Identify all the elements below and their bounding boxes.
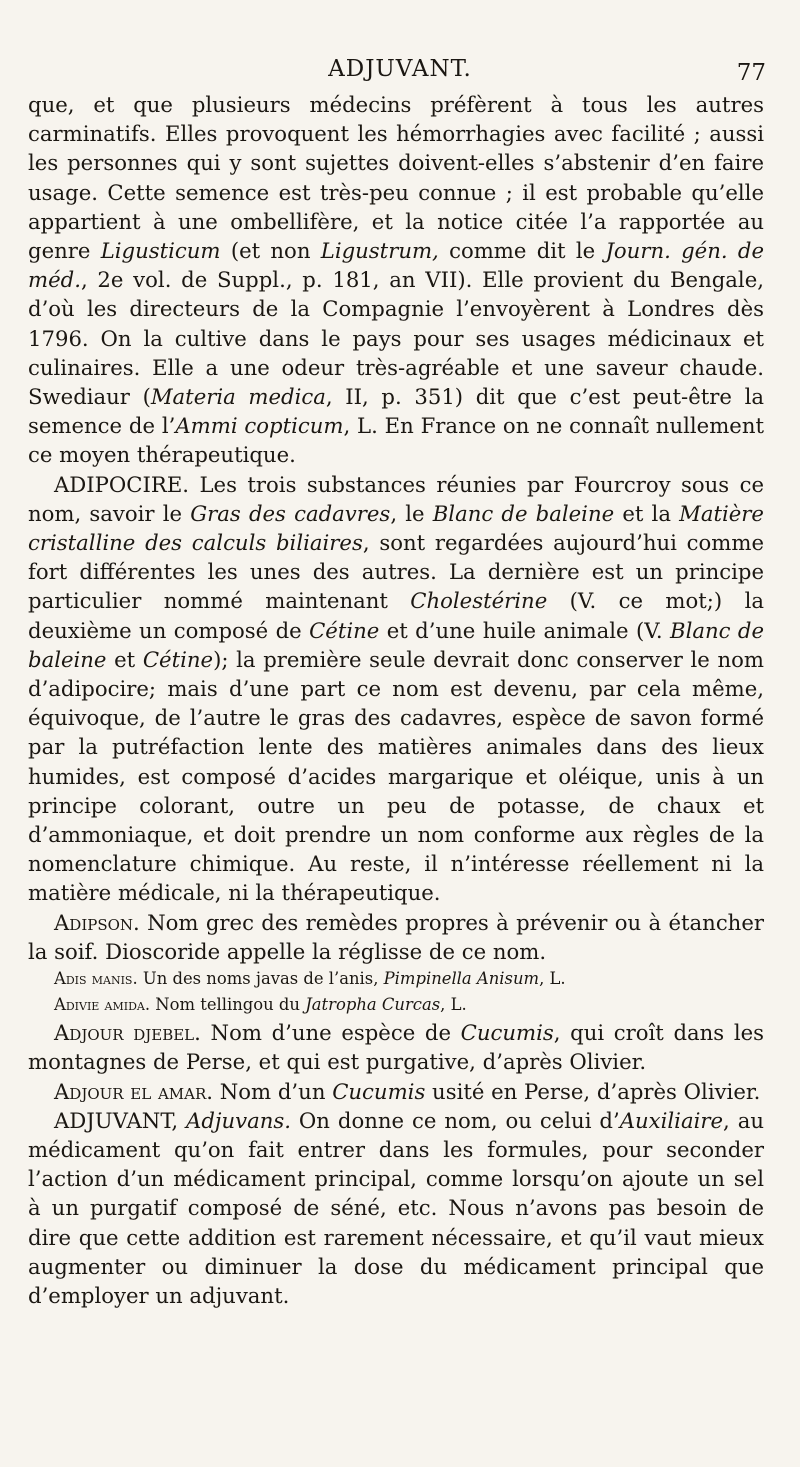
text: On donne ce nom, ou celui d’: [290, 1107, 620, 1133]
italic-term: Journ. gén. de méd.: [28, 238, 764, 293]
text: , II, p. 351) dit que c’est peut-être la semence de l’: [28, 384, 764, 439]
text: Nom d’une espèce de: [200, 1020, 461, 1046]
running-head: ADJUVANT.: [328, 56, 472, 82]
text: Nom tellingou du: [150, 995, 306, 1015]
text: (V. ce mot;) la deuxième un composé de: [28, 588, 764, 643]
entry-term: Adipson.: [54, 909, 140, 935]
text: Nom d’un: [213, 1078, 333, 1104]
text: ); la première seule devrait donc conserver le nom d’adipocire; mais d’une part ce nom est devenu, par cela même, équivoque, de l’autre le gras des cadavres, espèce de savon formé par la putréfaction lente des matières animales dans des lieux humides, est composé d’acides margarique et oléique, unis à un principe colorant, outre un peu de potasse, de chaux et d’ammoniaque, et doit prendre un nom conforme aux règles de la nomenclature chimique. Au reste, il n’intéresse réellement ni la matière médicale, ni la thérapeutique.: [28, 646, 764, 906]
text: , L.: [440, 995, 467, 1015]
page-body: [28, 90, 764, 1310]
entry-adipson: [28, 908, 764, 966]
italic-term: Materia medica: [150, 384, 326, 410]
italic-term: Pimpinella Anisum: [383, 969, 540, 989]
text: , L.: [539, 969, 566, 989]
italic-term: Ammi copticum: [175, 413, 344, 439]
italic-term: Auxiliaire: [619, 1107, 724, 1133]
italic-term: Blanc de baleine: [28, 617, 764, 672]
italic-term: Cucumis: [460, 1020, 554, 1046]
text: , L. En France on ne connaît nullement ce moyen thérapeutique.: [28, 413, 764, 468]
italic-term: Cétine: [309, 617, 380, 643]
italic-term: Gras des cadavres: [190, 500, 391, 526]
text: , au médicament qu’on fait entrer dans les formules, pour seconder l’action d’un médicament principal, comme lorsqu’on ajoute un sel à un purgatif composé de séné, etc. Nous n’avons pas besoin de dire que cette addition est rarement nécessaire, et qu’il vaut mieux augmenter ou diminuer la dose du médicament principal que d’employer un adjuvant.: [28, 1107, 764, 1308]
text: , qui croît dans les montagnes de Perse, et qui est purgative, d’après Olivier.: [28, 1020, 765, 1075]
entry-term: ADJUVANT,: [54, 1107, 179, 1133]
entry-adjour-djebel: [28, 1018, 764, 1076]
text: (et non: [220, 238, 321, 264]
entry-adis-manis: [28, 966, 764, 992]
entry-adjuvant: [28, 1106, 764, 1310]
text: Nom grec des remèdes propres à prévenir ou à étancher la soif. Dioscoride appelle la réglisse de ce nom.: [28, 909, 764, 964]
entry-adipocire: [28, 470, 764, 908]
italic-term: Matière cristalline des calculs biliaires: [28, 500, 764, 556]
page-header: [0, 54, 800, 90]
paragraph-continuation: [28, 90, 764, 470]
italic-term: Jatropha Curcas: [305, 995, 441, 1015]
text: , 2e vol. de Suppl., p. 181, an VII). Elle provient du Bengale, d’où les directeurs de la Compagnie l’envoyèrent à Londres dès 1796. On la cultive dans le pays pour ses usages médicinaux et culinaires. Elle a une odeur très-agréable et une saveur chaude. Swediaur (: [28, 267, 764, 410]
italic-term: Blanc de baleine: [432, 500, 615, 526]
italic-term: Cholestérine: [410, 588, 548, 614]
entry-term: Adjour el amar.: [54, 1078, 214, 1104]
italic-term: Ligusticum: [100, 238, 221, 264]
entry-adivie-amida: [28, 992, 764, 1018]
entry-term: Adjour djebel.: [54, 1020, 201, 1046]
italic-term: Adjuvans.: [186, 1107, 291, 1133]
italic-term: Ligustrum,: [320, 238, 439, 264]
italic-term: Cucumis: [332, 1078, 426, 1104]
entry-adjour-el-amar: [28, 1077, 764, 1106]
text: , sont regardées aujourd’hui comme fort différentes les unes des autres. La dernière est un principe particulier nommé maintenant: [28, 530, 764, 614]
text: et la: [614, 500, 680, 526]
text: et d’une huile animale (V.: [379, 617, 670, 643]
entry-term: Adivie amida.: [54, 995, 151, 1015]
text: comme dit le: [438, 238, 606, 264]
text: usité en Perse, d’après Olivier.: [425, 1078, 761, 1104]
entry-term: ADIPOCIRE.: [54, 471, 190, 497]
page-number: 77: [736, 60, 766, 86]
italic-term: Cétine: [142, 646, 214, 672]
text: que, et que plusieurs médecins préfèrent à tous les autres carminatifs. Elles provoquent les hémorrhagies avec facilité ; aussi les personnes qui y sont sujettes doivent-elles s’abstenir d’en faire usage. Cette semence est très-peu connue ; il est probable qu’elle appartient à une ombellifère, et la notice citée l’a rapportée au genre: [28, 92, 764, 264]
text: , le: [390, 500, 433, 526]
text: et: [106, 646, 143, 672]
text: Les trois substances réunies par Fourcroy sous ce nom, savoir le: [28, 471, 764, 526]
entry-term: Adis manis.: [54, 969, 138, 989]
text: Un des noms javas de l’anis,: [137, 969, 384, 989]
